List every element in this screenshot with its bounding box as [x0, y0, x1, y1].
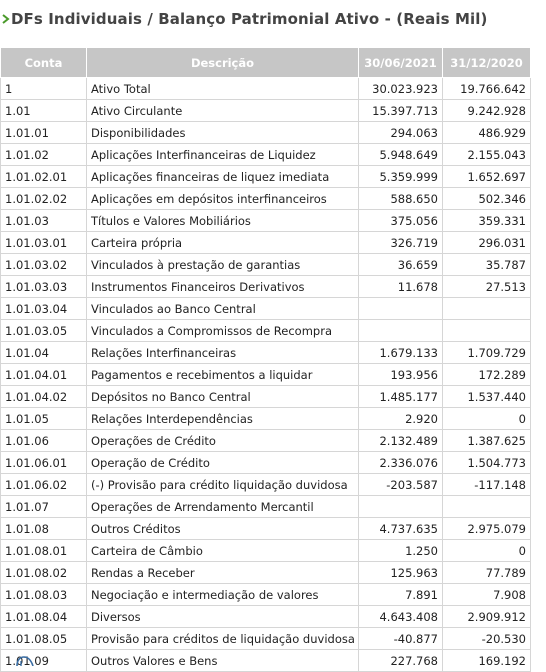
- value-period-2: 486.929: [443, 122, 531, 144]
- table-row: [1, 166, 531, 188]
- table-row: [1, 320, 531, 342]
- value-period-1: 36.659: [359, 254, 443, 276]
- value-period-1: 2.920: [359, 408, 443, 430]
- description: Operação de Crédito: [87, 452, 359, 474]
- value-period-2: 9.242.928: [443, 100, 531, 122]
- value-period-2: 35.787: [443, 254, 531, 276]
- table-row: [1, 78, 531, 100]
- account-code: 1.01.03: [1, 210, 87, 232]
- value-period-2: 19.766.642: [443, 78, 531, 100]
- value-period-2: [443, 298, 531, 320]
- value-period-2: 1.652.697: [443, 166, 531, 188]
- account-code: 1.01.03.04: [1, 298, 87, 320]
- account-code: 1.01.03.03: [1, 276, 87, 298]
- value-period-1: 5.948.649: [359, 144, 443, 166]
- value-period-2: 1.537.440: [443, 386, 531, 408]
- table-row: [1, 254, 531, 276]
- description: Depósitos no Banco Central: [87, 386, 359, 408]
- account-code: 1.01.03.01: [1, 232, 87, 254]
- title-bar: [0, 0, 546, 42]
- account-code: 1.01.01: [1, 122, 87, 144]
- account-code: 1.01.05: [1, 408, 87, 430]
- description: Relações Interfinanceiras: [87, 342, 359, 364]
- description: Operações de Arrendamento Mercantil: [87, 496, 359, 518]
- account-code: 1.01.04: [1, 342, 87, 364]
- table-row: [1, 430, 531, 452]
- table-row: [1, 584, 531, 606]
- table-row: [1, 562, 531, 584]
- value-period-1: 375.056: [359, 210, 443, 232]
- value-period-2: 1.504.773: [443, 452, 531, 474]
- value-period-2: 1.709.729: [443, 342, 531, 364]
- account-code: 1.01.03.02: [1, 254, 87, 276]
- table-header-row: [1, 48, 531, 78]
- value-period-1: 125.963: [359, 562, 443, 584]
- column-header-period-1[interactable]: 30/06/2021: [359, 48, 443, 78]
- table-row: [1, 650, 531, 672]
- table-row: [1, 474, 531, 496]
- table-row: [1, 452, 531, 474]
- description: Aplicações Interfinanceiras de Liquidez: [87, 144, 359, 166]
- account-code: 1.01.06: [1, 430, 87, 452]
- value-period-2: 27.513: [443, 276, 531, 298]
- account-code: 1.01.06.02: [1, 474, 87, 496]
- description: Pagamentos e recebimentos a liquidar: [87, 364, 359, 386]
- description: Ativo Circulante: [87, 100, 359, 122]
- value-period-2: 1.387.625: [443, 430, 531, 452]
- table-row: [1, 386, 531, 408]
- value-period-2: 2.975.079: [443, 518, 531, 540]
- table-row: [1, 408, 531, 430]
- account-code: 1.01.06.01: [1, 452, 87, 474]
- value-period-2: 77.789: [443, 562, 531, 584]
- value-period-1: [359, 496, 443, 518]
- balance-sheet-table: [0, 47, 531, 672]
- table-row: [1, 210, 531, 232]
- column-header-descricao[interactable]: Descrição: [87, 48, 359, 78]
- value-period-1: -40.877: [359, 628, 443, 650]
- value-period-2: 7.908: [443, 584, 531, 606]
- description: Vinculados ao Banco Central: [87, 298, 359, 320]
- table-row: [1, 518, 531, 540]
- description: Rendas a Receber: [87, 562, 359, 584]
- value-period-2: 0: [443, 540, 531, 562]
- account-code: 1.01.08.02: [1, 562, 87, 584]
- table-row: [1, 232, 531, 254]
- column-header-conta[interactable]: Conta: [1, 48, 87, 78]
- value-period-2: 296.031: [443, 232, 531, 254]
- description: Carteira própria: [87, 232, 359, 254]
- account-code: 1.01.08.04: [1, 606, 87, 628]
- table-row: [1, 606, 531, 628]
- description: Carteira de Câmbio: [87, 540, 359, 562]
- account-code: 1.01.02: [1, 144, 87, 166]
- value-period-1: 4.643.408: [359, 606, 443, 628]
- table-row: [1, 364, 531, 386]
- account-code: 1.01.04.02: [1, 386, 87, 408]
- value-period-1: 15.397.713: [359, 100, 443, 122]
- description: Diversos: [87, 606, 359, 628]
- description: Outros Créditos: [87, 518, 359, 540]
- account-code: 1.01.03.05: [1, 320, 87, 342]
- value-period-2: 359.331: [443, 210, 531, 232]
- account-code: 1.01.08.03: [1, 584, 87, 606]
- value-period-2: 0: [443, 408, 531, 430]
- account-code: 1.01.02.02: [1, 188, 87, 210]
- value-period-2: [443, 320, 531, 342]
- table-row: [1, 144, 531, 166]
- value-period-2: 2.909.912: [443, 606, 531, 628]
- value-period-1: 1.679.133: [359, 342, 443, 364]
- value-period-1: [359, 298, 443, 320]
- value-period-1: 227.768: [359, 650, 443, 672]
- table-row: [1, 276, 531, 298]
- value-period-1: 2.132.489: [359, 430, 443, 452]
- value-period-1: -203.587: [359, 474, 443, 496]
- hand-cursor-icon: [14, 654, 36, 666]
- value-period-1: 1.485.177: [359, 386, 443, 408]
- value-period-1: 193.956: [359, 364, 443, 386]
- account-code: 1.01.07: [1, 496, 87, 518]
- value-period-2: 169.192: [443, 650, 531, 672]
- description: (-) Provisão para crédito liquidação duvidosa: [87, 474, 359, 496]
- table-row: [1, 496, 531, 518]
- value-period-1: 7.891: [359, 584, 443, 606]
- account-code: 1.01.08.01: [1, 540, 87, 562]
- description: Aplicações em depósitos interfinanceiros: [87, 188, 359, 210]
- table-row: [1, 100, 531, 122]
- description: Operações de Crédito: [87, 430, 359, 452]
- value-period-1: 5.359.999: [359, 166, 443, 188]
- value-period-2: 172.289: [443, 364, 531, 386]
- table-row: [1, 122, 531, 144]
- value-period-1: 326.719: [359, 232, 443, 254]
- description: Vinculados a Compromissos de Recompra: [87, 320, 359, 342]
- description: Títulos e Valores Mobiliários: [87, 210, 359, 232]
- account-code: 1.01: [1, 100, 87, 122]
- value-period-1: 588.650: [359, 188, 443, 210]
- description: Provisão para créditos de liquidação duvidosa: [87, 628, 359, 650]
- description: Instrumentos Financeiros Derivativos: [87, 276, 359, 298]
- account-code: 1.01.02.01: [1, 166, 87, 188]
- page-title: DFs Individuais / Balanço Patrimonial Ativo - (Reais Mil): [11, 10, 488, 28]
- table-row: [1, 342, 531, 364]
- table-row: [1, 188, 531, 210]
- table-row: [1, 540, 531, 562]
- description: Outros Valores e Bens: [87, 650, 359, 672]
- value-period-2: -117.148: [443, 474, 531, 496]
- description: Vinculados à prestação de garantias: [87, 254, 359, 276]
- account-code: 1.01.09: [1, 650, 87, 672]
- description: Aplicações financeiras de liquez imediata: [87, 166, 359, 188]
- description: Disponibilidades: [87, 122, 359, 144]
- table-row: [1, 298, 531, 320]
- account-code: 1.01.08.05: [1, 628, 87, 650]
- account-code: 1.01.04.01: [1, 364, 87, 386]
- description: Negociação e intermediação de valores: [87, 584, 359, 606]
- value-period-1: 11.678: [359, 276, 443, 298]
- value-period-2: [443, 496, 531, 518]
- value-period-1: 4.737.635: [359, 518, 443, 540]
- value-period-1: 2.336.076: [359, 452, 443, 474]
- value-period-1: 294.063: [359, 122, 443, 144]
- description: Ativo Total: [87, 78, 359, 100]
- account-code: 1: [1, 78, 87, 100]
- value-period-1: 1.250: [359, 540, 443, 562]
- value-period-1: [359, 320, 443, 342]
- column-header-period-2[interactable]: 31/12/2020: [443, 48, 531, 78]
- account-code: 1.01.08: [1, 518, 87, 540]
- table-row: [1, 628, 531, 650]
- chevron-right-icon: [1, 14, 10, 24]
- value-period-2: 502.346: [443, 188, 531, 210]
- value-period-2: -20.530: [443, 628, 531, 650]
- value-period-1: 30.023.923: [359, 78, 443, 100]
- value-period-2: 2.155.043: [443, 144, 531, 166]
- description: Relações Interdependências: [87, 408, 359, 430]
